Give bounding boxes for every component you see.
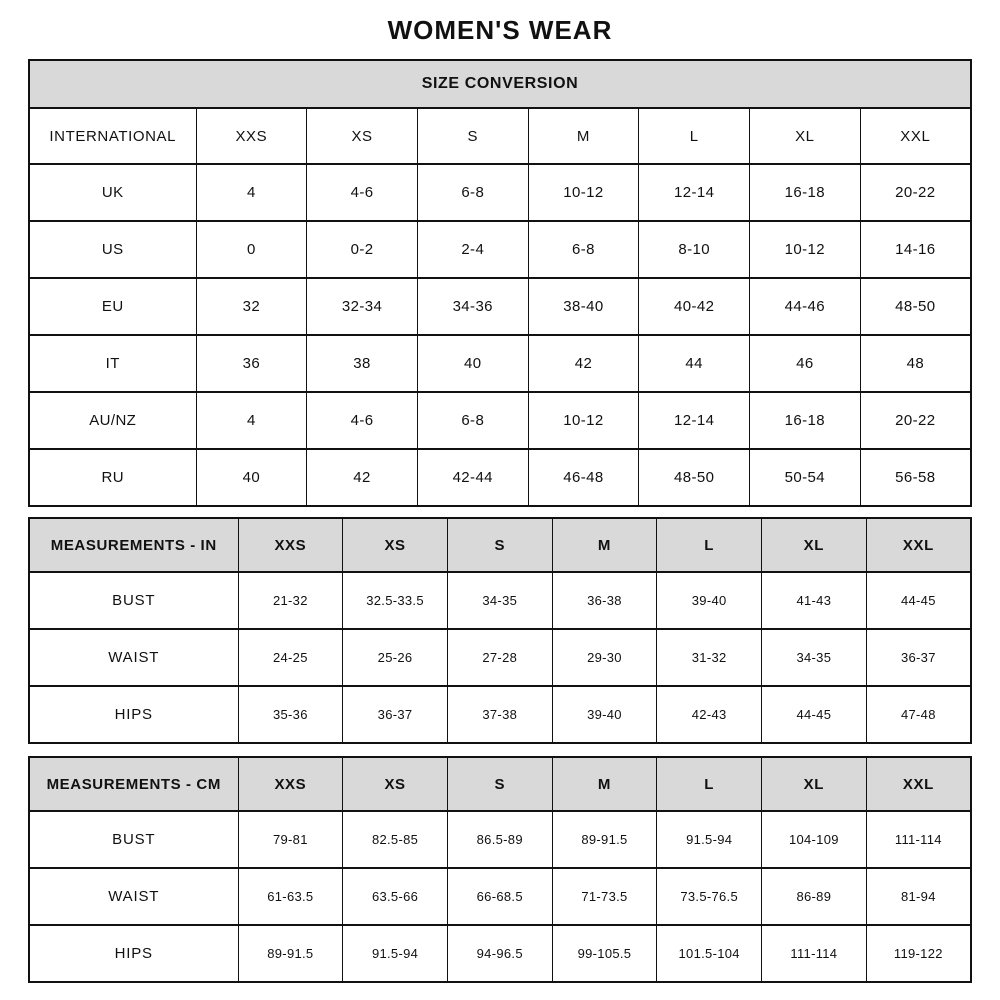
table-cell: 40-42 bbox=[639, 278, 750, 335]
row-label-ru: RU bbox=[29, 449, 196, 506]
table-cell: 79-81 bbox=[238, 811, 343, 868]
table-cell: 16-18 bbox=[750, 164, 861, 221]
table-cell: 42 bbox=[307, 449, 418, 506]
table-cell: 24-25 bbox=[238, 629, 343, 686]
column-header: S bbox=[417, 108, 528, 164]
table-cell: 48 bbox=[860, 335, 971, 392]
table-cell: 34-35 bbox=[762, 629, 867, 686]
column-header-international: INTERNATIONAL bbox=[29, 108, 196, 164]
table-cell: 34-35 bbox=[447, 572, 552, 629]
table-cell: 14-16 bbox=[860, 221, 971, 278]
table-cell: 39-40 bbox=[552, 686, 657, 743]
table-cell: 40 bbox=[417, 335, 528, 392]
table-cell: 32 bbox=[196, 278, 307, 335]
row-label-waist: WAIST bbox=[29, 868, 238, 925]
column-header: S bbox=[447, 518, 552, 572]
page-title: WOMEN'S WEAR bbox=[387, 15, 613, 45]
table-cell: 27-28 bbox=[447, 629, 552, 686]
measurements-cm-table bbox=[28, 756, 972, 983]
table-cell: 47-48 bbox=[866, 686, 971, 743]
column-header: XXS bbox=[196, 108, 307, 164]
table-cell: 38 bbox=[307, 335, 418, 392]
table-cell: 66-68.5 bbox=[447, 868, 552, 925]
section-header-size-conversion: SIZE CONVERSION bbox=[29, 60, 971, 108]
row-label-hips: HIPS bbox=[29, 925, 238, 982]
column-header: L bbox=[657, 757, 762, 811]
row-label-bust: BUST bbox=[29, 811, 238, 868]
table-row bbox=[29, 811, 971, 868]
row-label-it: IT bbox=[29, 335, 196, 392]
table-cell: 50-54 bbox=[750, 449, 861, 506]
table-cell: 12-14 bbox=[639, 164, 750, 221]
table-cell: 42-43 bbox=[657, 686, 762, 743]
table-cell: 61-63.5 bbox=[238, 868, 343, 925]
table-row bbox=[29, 449, 971, 506]
table-row bbox=[29, 221, 971, 278]
column-header: S bbox=[447, 757, 552, 811]
table-cell: 4-6 bbox=[307, 164, 418, 221]
column-header: XS bbox=[343, 757, 448, 811]
table-cell: 104-109 bbox=[762, 811, 867, 868]
table-cell: 6-8 bbox=[417, 164, 528, 221]
table-cell: 89-91.5 bbox=[238, 925, 343, 982]
column-header: XXS bbox=[238, 518, 343, 572]
table-cell: 99-105.5 bbox=[552, 925, 657, 982]
size-conversion-table bbox=[28, 59, 972, 507]
table-cell: 73.5-76.5 bbox=[657, 868, 762, 925]
column-header: XXL bbox=[860, 108, 971, 164]
table-cell: 91.5-94 bbox=[657, 811, 762, 868]
table-cell: 86.5-89 bbox=[447, 811, 552, 868]
table-cell: 35-36 bbox=[238, 686, 343, 743]
section-header-measurements-cm: MEASUREMENTS - CM bbox=[29, 757, 238, 811]
table-cell: 12-14 bbox=[639, 392, 750, 449]
column-header: L bbox=[657, 518, 762, 572]
table-cell: 21-32 bbox=[238, 572, 343, 629]
row-label-uk: UK bbox=[29, 164, 196, 221]
table-cell: 0 bbox=[196, 221, 307, 278]
table-cell: 71-73.5 bbox=[552, 868, 657, 925]
row-label-us: US bbox=[29, 221, 196, 278]
row-label-eu: EU bbox=[29, 278, 196, 335]
table-cell: 32.5-33.5 bbox=[343, 572, 448, 629]
column-header: M bbox=[528, 108, 639, 164]
table-cell: 44-45 bbox=[762, 686, 867, 743]
table-cell: 89-91.5 bbox=[552, 811, 657, 868]
table-cell: 41-43 bbox=[762, 572, 867, 629]
table-cell: 4 bbox=[196, 392, 307, 449]
table-cell: 36-38 bbox=[552, 572, 657, 629]
table-cell: 111-114 bbox=[762, 925, 867, 982]
column-header: XXL bbox=[866, 757, 971, 811]
table-row bbox=[29, 686, 971, 743]
table-row bbox=[29, 629, 971, 686]
table-row bbox=[29, 392, 971, 449]
table-cell: 101.5-104 bbox=[657, 925, 762, 982]
row-label-bust: BUST bbox=[29, 572, 238, 629]
table-cell: 48-50 bbox=[860, 278, 971, 335]
table-cell: 8-10 bbox=[639, 221, 750, 278]
table-cell: 25-26 bbox=[343, 629, 448, 686]
table-cell: 6-8 bbox=[528, 221, 639, 278]
column-header: XL bbox=[762, 757, 867, 811]
table-cell: 31-32 bbox=[657, 629, 762, 686]
table-cell: 40 bbox=[196, 449, 307, 506]
column-header: L bbox=[639, 108, 750, 164]
table-cell: 94-96.5 bbox=[447, 925, 552, 982]
table-cell: 20-22 bbox=[860, 392, 971, 449]
table-cell: 63.5-66 bbox=[343, 868, 448, 925]
table-cell: 111-114 bbox=[866, 811, 971, 868]
table-cell: 20-22 bbox=[860, 164, 971, 221]
table-cell: 37-38 bbox=[447, 686, 552, 743]
table-row bbox=[29, 335, 971, 392]
table-cell: 10-12 bbox=[528, 164, 639, 221]
table-cell: 39-40 bbox=[657, 572, 762, 629]
column-header: M bbox=[552, 518, 657, 572]
table-cell: 119-122 bbox=[866, 925, 971, 982]
table-cell: 2-4 bbox=[417, 221, 528, 278]
measurements-in-table bbox=[28, 517, 972, 744]
table-cell: 91.5-94 bbox=[343, 925, 448, 982]
table-cell: 44 bbox=[639, 335, 750, 392]
table-cell: 4 bbox=[196, 164, 307, 221]
table-cell: 42 bbox=[528, 335, 639, 392]
column-header: XXS bbox=[238, 757, 343, 811]
table-cell: 38-40 bbox=[528, 278, 639, 335]
table-cell: 86-89 bbox=[762, 868, 867, 925]
table-row bbox=[29, 868, 971, 925]
table-row bbox=[29, 164, 971, 221]
table-cell: 46 bbox=[750, 335, 861, 392]
table-cell: 44-45 bbox=[866, 572, 971, 629]
table-row bbox=[29, 278, 971, 335]
table-cell: 29-30 bbox=[552, 629, 657, 686]
row-label-hips: HIPS bbox=[29, 686, 238, 743]
table-cell: 4-6 bbox=[307, 392, 418, 449]
table-cell: 32-34 bbox=[307, 278, 418, 335]
table-cell: 81-94 bbox=[866, 868, 971, 925]
table-cell: 36 bbox=[196, 335, 307, 392]
table-cell: 0-2 bbox=[307, 221, 418, 278]
table-cell: 46-48 bbox=[528, 449, 639, 506]
table-cell: 10-12 bbox=[750, 221, 861, 278]
column-header: XS bbox=[343, 518, 448, 572]
table-cell: 56-58 bbox=[860, 449, 971, 506]
table-row bbox=[29, 572, 971, 629]
column-header: M bbox=[552, 757, 657, 811]
table-cell: 42-44 bbox=[417, 449, 528, 506]
section-header-measurements-in: MEASUREMENTS - IN bbox=[29, 518, 238, 572]
table-cell: 34-36 bbox=[417, 278, 528, 335]
table-cell: 36-37 bbox=[343, 686, 448, 743]
row-label-waist: WAIST bbox=[29, 629, 238, 686]
table-cell: 44-46 bbox=[750, 278, 861, 335]
table-cell: 10-12 bbox=[528, 392, 639, 449]
column-header: XL bbox=[762, 518, 867, 572]
table-cell: 48-50 bbox=[639, 449, 750, 506]
column-header: XS bbox=[307, 108, 418, 164]
table-cell: 16-18 bbox=[750, 392, 861, 449]
column-header: XXL bbox=[866, 518, 971, 572]
table-row bbox=[29, 925, 971, 982]
column-header: XL bbox=[750, 108, 861, 164]
table-cell: 36-37 bbox=[866, 629, 971, 686]
row-label-aunz: AU/NZ bbox=[29, 392, 196, 449]
table-cell: 82.5-85 bbox=[343, 811, 448, 868]
table-cell: 6-8 bbox=[417, 392, 528, 449]
